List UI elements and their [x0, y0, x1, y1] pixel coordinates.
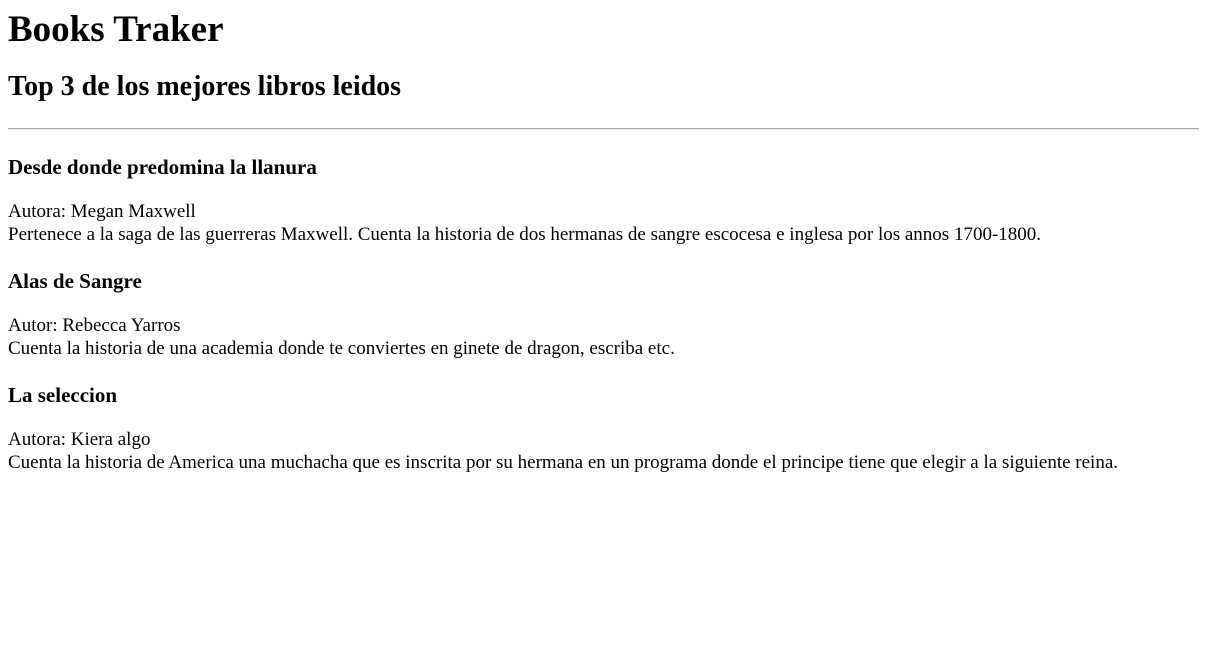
page-title: Books Traker	[8, 9, 224, 50]
book-entry	[8, 268, 1199, 360]
book-author: Autor: Rebecca Yarros	[8, 315, 181, 336]
book-info	[8, 314, 1199, 360]
book-entry	[8, 154, 1199, 246]
page-subtitle: Top 3 de los mejores libros leidos	[8, 71, 402, 102]
book-title: Alas de Sangre	[8, 269, 142, 293]
book-info	[8, 200, 1199, 246]
book-title: La seleccion	[8, 383, 118, 407]
book-author: Autora: Kiera algo	[8, 429, 151, 450]
book-description: Pertenece a la saga de las guerreras Maxwell. Cuenta la historia de dos hermanas de sangre escocesa e inglesa por los annos 1700-1800.	[8, 224, 1042, 245]
book-entry	[8, 382, 1199, 474]
book-description: Cuenta la historia de una academia donde te conviertes en ginete de dragon, escriba etc.	[8, 338, 675, 359]
book-author: Autora: Megan Maxwell	[8, 201, 196, 222]
book-description: Cuenta la historia de America una muchacha que es inscrita por su hermana en un programa donde el principe tiene que elegir a la siguiente reina.	[8, 452, 1119, 473]
book-info	[8, 428, 1199, 474]
book-title: Desde donde predomina la llanura	[8, 155, 317, 179]
page-content	[0, 9, 1207, 474]
divider	[8, 128, 1199, 130]
